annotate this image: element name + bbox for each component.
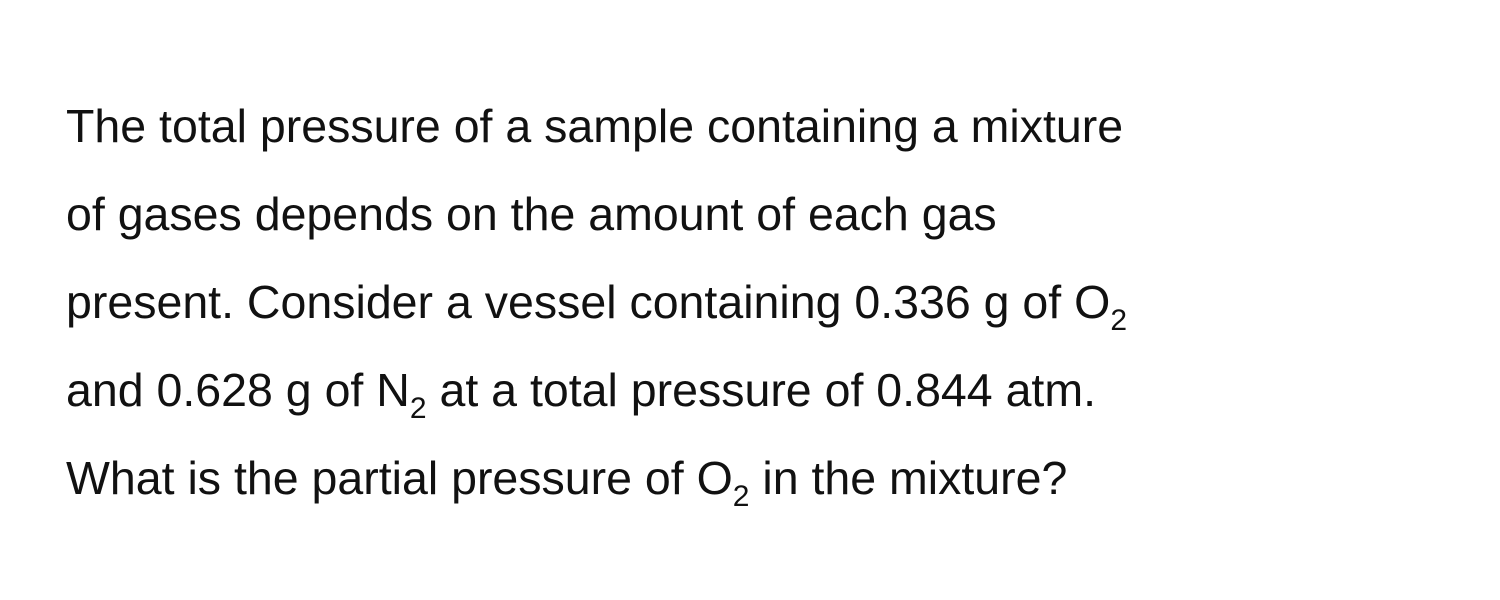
text-segment: and 0.628 g of N xyxy=(66,364,410,416)
question-line xyxy=(66,170,1466,258)
text-segment: The total pressure of a sample containing a mixture xyxy=(66,100,1124,152)
question-text xyxy=(66,82,1466,522)
subscript: 2 xyxy=(1110,304,1127,337)
text-segment: What is the partial pressure of O xyxy=(66,452,733,504)
question-line xyxy=(66,346,1466,434)
text-segment: of gases depends on the amount of each gas xyxy=(66,188,997,240)
question-line xyxy=(66,434,1466,522)
question-line xyxy=(66,82,1466,170)
subscript: 2 xyxy=(732,480,750,513)
subscript: 2 xyxy=(409,392,427,425)
text-segment: in the mixture? xyxy=(749,452,1068,504)
question-line xyxy=(66,258,1466,346)
text-segment: present. Consider a vessel containing 0.336 g of O xyxy=(66,276,1111,328)
text-segment: at a total pressure of 0.844 atm. xyxy=(426,364,1097,416)
